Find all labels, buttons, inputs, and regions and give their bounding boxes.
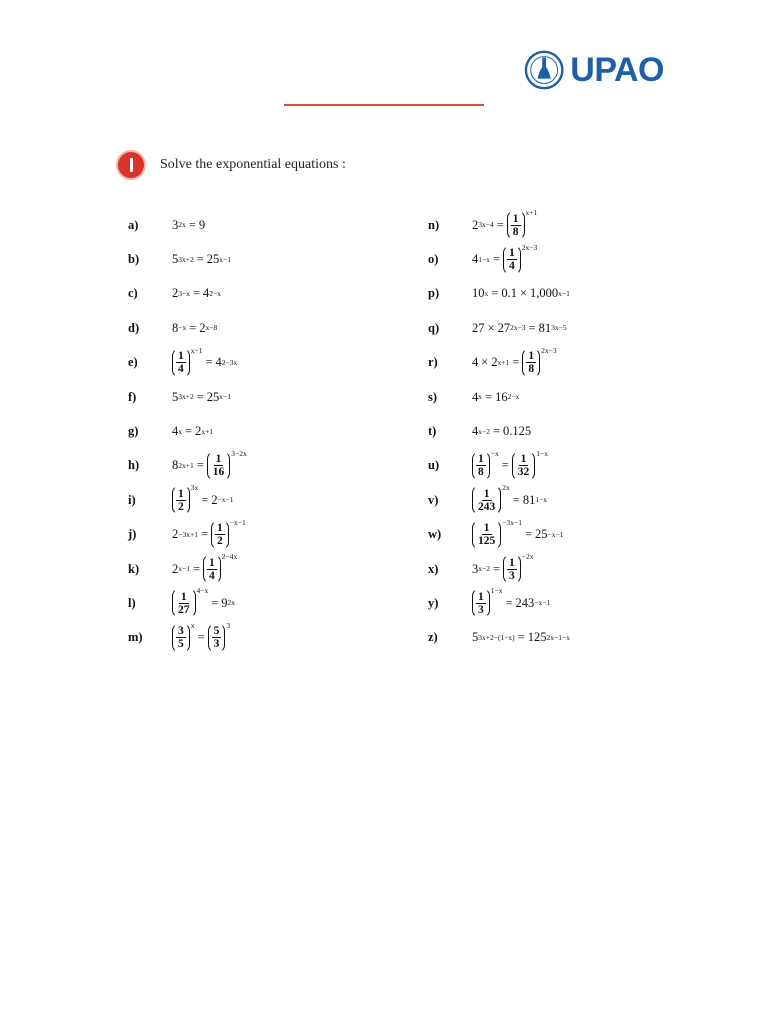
equation xyxy=(472,448,549,481)
numerator: 1 xyxy=(528,350,535,363)
fraction xyxy=(176,350,186,375)
equation: 5 3x+2 = 25 x−1 xyxy=(172,252,232,267)
exercise-item xyxy=(428,449,570,483)
section-number-glyph xyxy=(130,158,133,172)
base: 25 xyxy=(206,252,220,267)
equation: 10 x = 0.1 × 1,000 x−1 xyxy=(472,286,570,301)
fraction xyxy=(476,488,497,513)
exercise-item xyxy=(128,380,247,414)
fraction-in-parentheses xyxy=(211,520,229,550)
exponent: 3 xyxy=(226,620,231,630)
numerator: 1 xyxy=(509,247,515,260)
denominator: 2 xyxy=(217,535,223,548)
exercise-item xyxy=(128,449,247,483)
denominator: 5 xyxy=(178,638,184,651)
equation: 3 2x = 9 xyxy=(172,217,206,232)
equals-sign: = xyxy=(491,286,499,301)
denominator: 4 xyxy=(209,569,215,582)
equation: $\frac{1}{4}$ x−1 = 4 2−3x xyxy=(172,348,237,378)
base: 3 xyxy=(172,217,179,232)
exercise-label: l) xyxy=(128,595,136,610)
numerator: 1 xyxy=(180,590,187,603)
equation: 4 x = 16 2−x xyxy=(472,389,520,404)
exercise-item xyxy=(428,311,570,345)
equals-sign: = xyxy=(524,527,533,542)
equals-sign: = xyxy=(200,527,209,542)
times-sign: × xyxy=(487,320,495,335)
equation: 5 3x+2 = 25 x−1 xyxy=(172,389,232,404)
denominator: 243 xyxy=(478,500,496,513)
exponent: 2−4x xyxy=(221,552,238,562)
exponent: 1−x xyxy=(536,448,549,458)
exercise-label: n) xyxy=(428,217,440,232)
exercise-item xyxy=(128,346,247,380)
base: 9 xyxy=(198,217,206,232)
base: 3 xyxy=(472,561,479,576)
base: 4 xyxy=(472,355,479,370)
fraction-in-parentheses xyxy=(503,245,521,275)
exercise-label: j) xyxy=(128,527,137,542)
numerator: 3 xyxy=(178,625,184,638)
fraction xyxy=(476,591,486,616)
fraction-in-parentheses xyxy=(207,451,231,481)
base: 0.125 xyxy=(503,424,532,439)
equals-sign: = xyxy=(192,561,201,576)
exercise-item xyxy=(128,414,247,448)
fraction xyxy=(211,453,227,478)
numerator: 1 xyxy=(512,212,519,225)
exercise-item xyxy=(428,242,570,276)
equals-sign: = xyxy=(197,630,205,645)
equation: 4 x−2 = 0.125 xyxy=(472,424,532,439)
fraction-in-parentheses xyxy=(172,623,190,653)
fraction xyxy=(212,625,222,650)
exponent: −x−1 xyxy=(229,517,246,527)
exercise-item xyxy=(128,483,247,517)
equals-sign: = xyxy=(492,424,501,439)
exponent: −x xyxy=(490,448,499,458)
base: 2 xyxy=(172,286,179,301)
base: 1,000 xyxy=(530,286,559,301)
exercise-label: q) xyxy=(428,320,440,335)
fraction-in-parentheses xyxy=(472,485,501,515)
denominator: 3 xyxy=(478,603,484,616)
fraction xyxy=(526,350,536,375)
base: 8 xyxy=(172,320,179,335)
base: 5 xyxy=(472,630,479,645)
equation: $\frac{1}{243}$ 2x = 81 1−x xyxy=(472,485,547,515)
denominator: 125 xyxy=(478,535,496,548)
exercise-item xyxy=(428,552,570,586)
denominator: 4 xyxy=(509,260,515,273)
exercise-label: c) xyxy=(128,286,138,301)
exercise-label: r) xyxy=(428,355,438,370)
exercise-label: g) xyxy=(128,424,139,439)
fraction xyxy=(176,625,186,650)
fraction xyxy=(176,488,186,513)
exercise-item xyxy=(128,518,247,552)
base: 4 xyxy=(172,424,179,439)
exponent: 2x xyxy=(502,483,510,493)
university-seal-icon xyxy=(524,45,564,95)
exercise-label: m) xyxy=(128,630,143,645)
equation: $\frac{1}{27}$ 4−x = 9 2x xyxy=(172,588,235,618)
denominator: 2 xyxy=(178,500,184,513)
denominator: 8 xyxy=(478,466,484,479)
fraction xyxy=(215,522,225,547)
base: 4 xyxy=(215,355,222,370)
section-header xyxy=(118,152,346,178)
equals-sign: = xyxy=(492,252,501,267)
fraction-in-parentheses xyxy=(172,588,196,618)
equals-sign: = xyxy=(492,561,501,576)
exercise-label: b) xyxy=(128,252,140,267)
equals-sign: = xyxy=(501,458,509,473)
base: 125 xyxy=(527,630,547,645)
equation: 2 3−x = 4 2−x xyxy=(172,286,222,301)
base: 2 xyxy=(172,527,179,542)
equals-sign: = xyxy=(496,217,504,232)
times-sign: × xyxy=(481,355,489,370)
numerator: 1 xyxy=(478,590,484,603)
equals-sign: = xyxy=(512,355,520,370)
equals-sign: = xyxy=(188,217,196,232)
exponent: 3−2x xyxy=(231,448,247,458)
equation: 4 x = 2 x+1 xyxy=(172,424,214,439)
exercise-label: x) xyxy=(428,561,439,576)
exercise-label: k) xyxy=(128,561,140,576)
fraction xyxy=(207,557,217,582)
equation: 8 −x = 2 x−8 xyxy=(172,320,218,335)
equals-sign: = xyxy=(185,424,193,439)
exercise-item xyxy=(428,621,570,655)
times-sign: × xyxy=(519,286,527,301)
equation: $\frac{1}{125}$ −3x−1 = 25 −x−1 xyxy=(472,520,564,550)
exercise-label: e) xyxy=(128,355,138,370)
exercise-label: t) xyxy=(428,424,437,439)
equation xyxy=(172,620,231,653)
exercise-item xyxy=(428,380,570,414)
equals-sign: = xyxy=(528,320,536,335)
logo-text: UPAO xyxy=(570,50,664,89)
exercise-label: u) xyxy=(428,458,440,473)
upao-logo xyxy=(524,42,664,98)
exercise-item xyxy=(428,346,570,380)
base: 81 xyxy=(538,320,552,335)
exponent: 1−x xyxy=(490,586,503,596)
exercise-label: v) xyxy=(428,492,439,507)
equals-sign: = xyxy=(192,286,201,301)
equation: 27 × 27 2x−3 = 81 3x−5 xyxy=(472,320,567,335)
base: 0.1 xyxy=(501,286,517,301)
denominator: 8 xyxy=(528,363,535,376)
base: 2 xyxy=(211,492,218,507)
numerator: 1 xyxy=(178,350,184,363)
exponent: 2x−3 xyxy=(541,345,557,355)
denominator: 8 xyxy=(512,225,519,238)
base: 8 xyxy=(172,458,179,473)
denominator: 3 xyxy=(213,638,220,651)
section-number-badge xyxy=(118,152,144,178)
numerator: 1 xyxy=(178,487,184,500)
exercise-label: f) xyxy=(128,389,137,404)
base: 25 xyxy=(535,527,548,542)
base: 2 xyxy=(195,424,202,439)
equals-sign: = xyxy=(189,320,197,335)
exercise-item xyxy=(428,586,570,620)
fraction-in-parentheses xyxy=(507,210,525,240)
equals-sign: = xyxy=(512,492,520,507)
exponent: x−1 xyxy=(190,345,203,355)
exercise-list-left xyxy=(128,208,247,655)
equation: 3 x−2 = $\frac{1}{3}$ −2x xyxy=(472,554,534,584)
exercise-item xyxy=(428,277,570,311)
equals-sign: = xyxy=(211,595,219,610)
equals-sign: = xyxy=(196,458,204,473)
equation: 2 3x−4 = $\frac{1}{8}$ x+1 xyxy=(472,210,537,240)
denominator: 16 xyxy=(212,466,225,479)
fraction-in-parentheses xyxy=(472,520,501,550)
base: 27 xyxy=(497,320,511,335)
exercise-label: w) xyxy=(428,527,442,542)
equals-sign: = xyxy=(205,355,213,370)
equals-sign: = xyxy=(517,630,525,645)
fraction-in-parentheses xyxy=(208,623,226,653)
red-underline-rule xyxy=(284,104,484,106)
exercise-label: s) xyxy=(428,389,438,404)
base: 27 xyxy=(472,320,485,335)
numerator: 1 xyxy=(509,556,515,569)
base: 5 xyxy=(172,252,179,267)
section-title: Solve the exponential equations : xyxy=(160,157,346,172)
exercise-label: z) xyxy=(428,630,438,645)
equation: 2 x−1 = $\frac{1}{4}$ 2−4x xyxy=(172,554,237,584)
numerator: 1 xyxy=(483,487,490,500)
exercise-label: d) xyxy=(128,320,140,335)
denominator: 32 xyxy=(517,466,530,479)
equals-sign: = xyxy=(485,389,493,404)
base: 5 xyxy=(172,389,179,404)
numerator: 1 xyxy=(217,522,223,535)
base: 9 xyxy=(221,595,228,610)
base: 243 xyxy=(515,595,535,610)
fraction-in-parentheses xyxy=(522,348,540,378)
exponent: −2x xyxy=(521,552,534,562)
exercise-label: h) xyxy=(128,458,140,473)
numerator: 1 xyxy=(483,522,490,535)
exercise-label: a) xyxy=(128,217,139,232)
numerator: 1 xyxy=(478,453,484,466)
base: 81 xyxy=(522,492,536,507)
exercise-item xyxy=(428,208,570,242)
fraction xyxy=(507,557,517,582)
base: 25 xyxy=(206,389,220,404)
numerator: 1 xyxy=(215,453,222,466)
exponent: −3x−1 xyxy=(502,517,522,527)
equation: 8 2x+1 = $\frac{1}{16}$ 3−2x xyxy=(172,451,247,481)
exercise-label: p) xyxy=(428,286,440,301)
fraction xyxy=(476,453,486,478)
exercise-item xyxy=(128,277,247,311)
exponent: 4−x xyxy=(196,586,209,596)
exercise-item xyxy=(428,518,570,552)
exercise-label: o) xyxy=(428,252,439,267)
exercise-list-right xyxy=(428,208,570,655)
fraction-in-parentheses xyxy=(172,485,190,515)
denominator: 27 xyxy=(178,603,190,616)
fraction xyxy=(476,522,497,547)
exponent: 3x xyxy=(190,483,199,493)
exercise-item xyxy=(128,208,247,242)
numerator: 1 xyxy=(520,453,527,466)
exercise-item xyxy=(428,414,570,448)
exponent: x+1 xyxy=(525,208,538,218)
equation: 4 1−x = $\frac{1}{4}$ 2x−3 xyxy=(472,245,537,275)
base: 4 xyxy=(472,252,479,267)
base: 16 xyxy=(495,389,508,404)
exercise-item xyxy=(128,552,247,586)
exercise-item xyxy=(428,483,570,517)
fraction-in-parentheses xyxy=(203,554,221,584)
fraction xyxy=(507,247,517,272)
base: 2 xyxy=(172,561,179,576)
fraction-in-parentheses xyxy=(172,348,190,378)
fraction xyxy=(516,453,532,478)
exercise-label: i) xyxy=(128,492,136,507)
exercise-item xyxy=(128,311,247,345)
numerator: 5 xyxy=(213,625,220,638)
base: 4 xyxy=(472,424,479,439)
equals-sign: = xyxy=(196,252,204,267)
equation: 2 −3x+1 = $\frac{1}{2}$ −x−1 xyxy=(172,520,246,550)
exercise-item xyxy=(128,242,247,276)
base: 10 xyxy=(472,286,485,301)
denominator: 3 xyxy=(509,569,515,582)
equation: $\frac{1}{2}$ 3x = 2 −x−1 xyxy=(172,485,234,515)
equation: 5 3x+2−(1−x) = 125 2x−1−x xyxy=(472,630,570,645)
equals-sign: = xyxy=(196,389,204,404)
fraction-in-parentheses xyxy=(472,588,490,618)
exponent: 2x−3 xyxy=(521,242,538,252)
fraction-in-parentheses xyxy=(472,451,490,481)
equals-sign: = xyxy=(505,595,513,610)
fraction xyxy=(511,213,521,238)
base: 4 xyxy=(472,389,479,404)
fraction-in-parentheses xyxy=(512,451,536,481)
base: 2 xyxy=(472,217,479,232)
base: 4 xyxy=(203,286,210,301)
fraction xyxy=(176,591,192,616)
equals-sign: = xyxy=(201,492,209,507)
equation: 4 × 2 x+1 = $\frac{1}{8}$ 2x−3 xyxy=(472,348,557,378)
exercise-item xyxy=(128,586,247,620)
numerator: 1 xyxy=(209,556,215,569)
denominator: 4 xyxy=(178,363,184,376)
base: 2 xyxy=(491,355,498,370)
exponent: x xyxy=(190,620,195,630)
exercise-item xyxy=(128,621,247,655)
equation: $\frac{1}{3}$ 1−x = 243 −x−1 xyxy=(472,588,550,618)
fraction-in-parentheses xyxy=(503,554,521,584)
base: 2 xyxy=(199,320,206,335)
exercise-label: y) xyxy=(428,595,439,610)
